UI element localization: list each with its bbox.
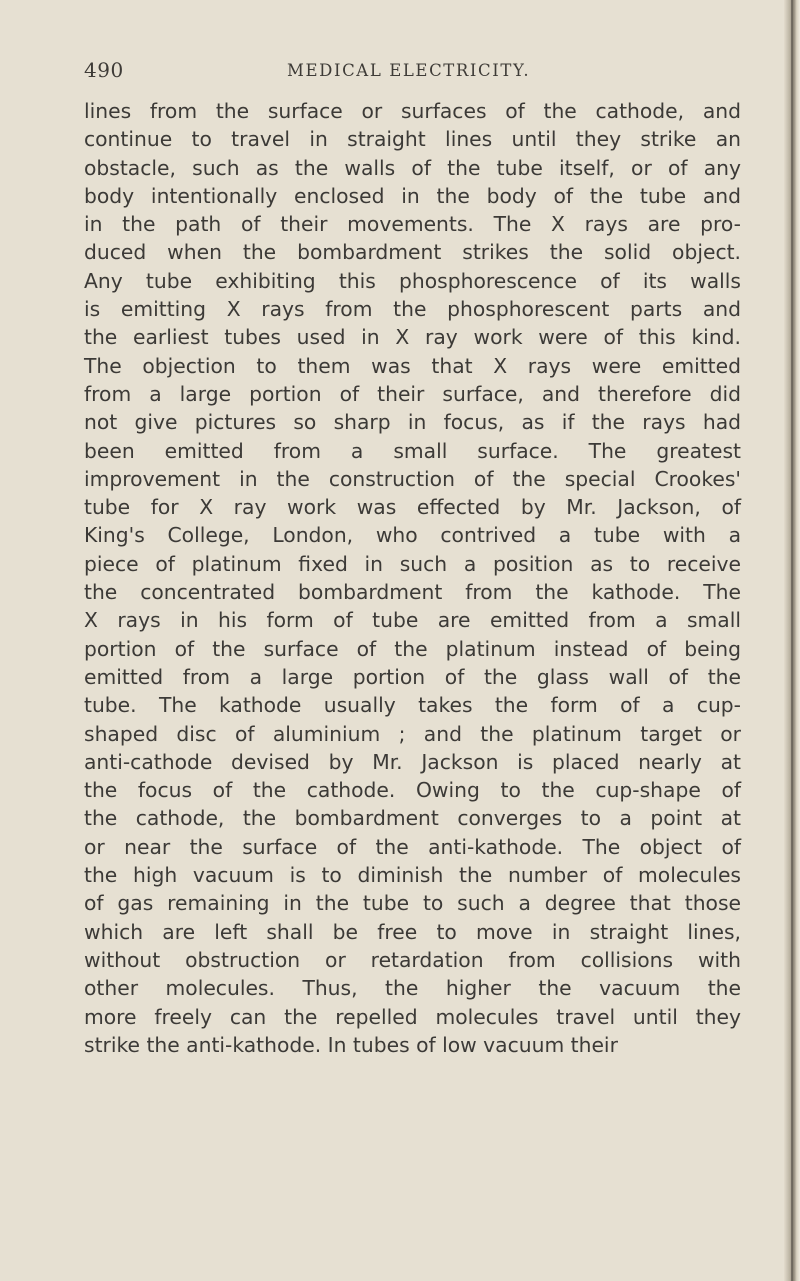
text-line: anti-cathode devised by Mr. Jackson is placed nearly at	[84, 749, 741, 774]
text-line: portion of the surface of the platinum instead of being	[84, 636, 741, 661]
text-line: emitted from a large portion of the glass wall of the	[84, 664, 741, 689]
text-line: tube. The kathode usually takes the form of a cup-	[84, 693, 741, 718]
text-line: in the path of their movements. The X rays are pro-	[84, 212, 741, 237]
text-line: obstacle, such as the walls of the tube itself, or of any	[84, 155, 741, 180]
text-line: lines from the surface or surfaces of the cathode, and	[84, 99, 741, 123]
text-line: duced when the bombardment strikes the solid object.	[84, 240, 741, 265]
text-line: the focus of the cathode. Owing to the cup-shape of	[84, 778, 741, 803]
text-line: tube for X ray work was effected by Mr. Jackson, of	[84, 495, 741, 520]
text-line: Any tube exhibiting this phosphorescence of its walls	[84, 268, 741, 293]
text-line: of gas remaining in the tube to such a degree that those	[84, 891, 741, 916]
text-line: piece of platinum fixed in such a position as to receive	[84, 551, 741, 576]
text-line: not give pictures so sharp in focus, as if the rays had	[84, 410, 741, 435]
page-header	[84, 58, 744, 86]
text-line: which are left shall be free to move in straight lines,	[84, 919, 741, 944]
text-line: the high vacuum is to diminish the number of molecules	[84, 863, 741, 888]
text-line: the concentrated bombardment from the kathode. The	[84, 580, 741, 605]
text-line: continue to travel in straight lines until they strike an	[84, 127, 741, 152]
text-line: X rays in his form of tube are emitted from a small	[84, 608, 741, 633]
text-line: the earliest tubes used in X ray work were of this kind.	[84, 325, 741, 350]
text-line: shaped disc of aluminium ; and the platinum target or	[84, 721, 741, 746]
text-line: The objection to them was that X rays were emitted	[84, 353, 741, 378]
text-line: strike the anti-kathode. In tubes of low vacuum their	[84, 1032, 618, 1057]
text-line: King's College, London, who contrived a tube with a	[84, 523, 741, 548]
text-line: is emitting X rays from the phosphorescent parts and	[84, 297, 741, 322]
text-line: improvement in the construction of the special Crookes'	[84, 466, 741, 491]
text-line: or near the surface of the anti-kathode. The object of	[84, 834, 741, 859]
text-line: from a large portion of their surface, and therefore did	[84, 381, 741, 406]
text-line: more freely can the repelled molecules travel until they	[84, 1004, 741, 1029]
text-line: without obstruction or retardation from collisions with	[84, 947, 741, 972]
text-line: been emitted from a small surface. The greatest	[84, 438, 741, 463]
text-line: the cathode, the bombardment converges to a point at	[84, 806, 741, 831]
running-head: MEDICAL ELECTRICITY.	[287, 61, 531, 80]
page-number: 490	[84, 58, 124, 82]
page-edge	[784, 0, 800, 1281]
text-line: other molecules. Thus, the higher the vacuum the	[84, 976, 741, 1001]
body-text	[84, 97, 741, 1059]
text-line: body intentionally enclosed in the body of the tube and	[84, 183, 741, 208]
